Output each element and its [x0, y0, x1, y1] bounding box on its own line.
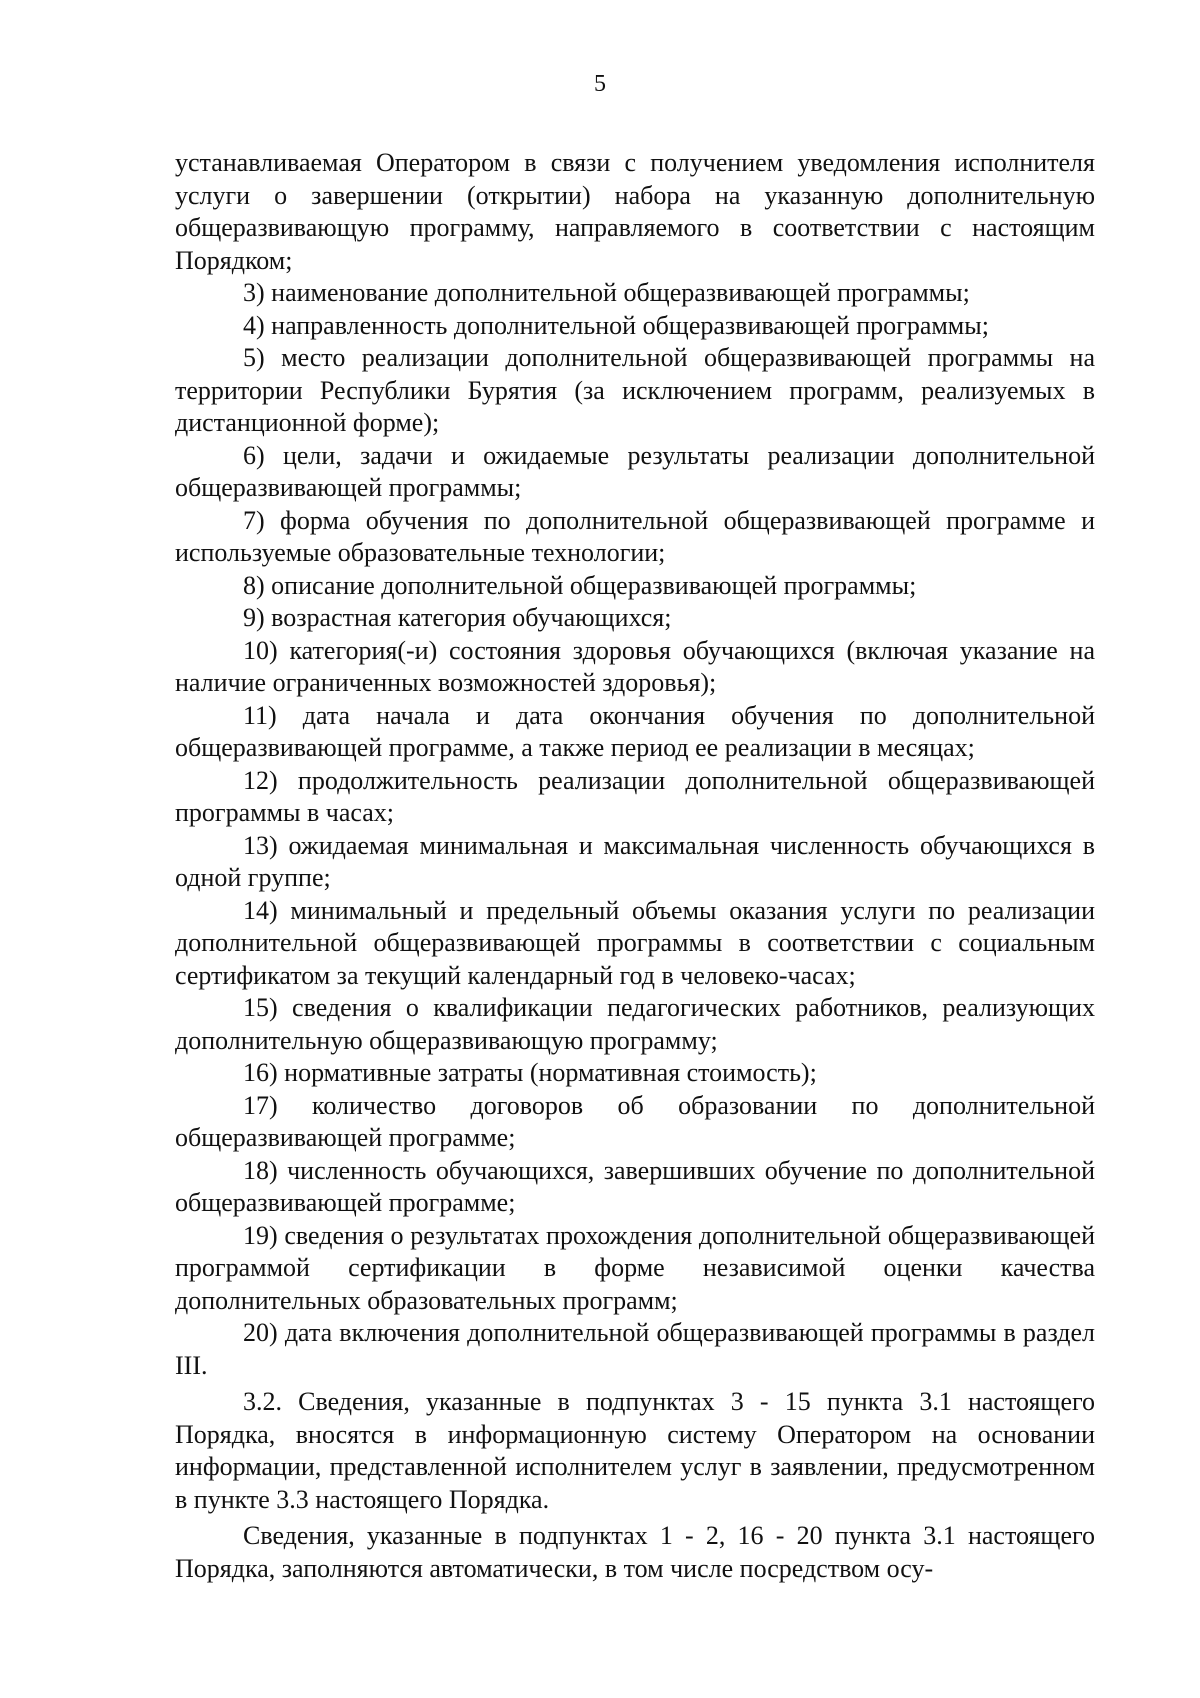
page-number: 5: [594, 71, 606, 97]
list-item-13: 13) ожидаемая минимальная и максимальная численность обучающихся в одной группе;: [175, 830, 1095, 892]
list-item-19: 19) сведения о результатах прохождения дополнительной общеразвивающей программой сертификации в форме независимой оценки качества дополнительных образовательных программ;: [175, 1220, 1095, 1315]
list-item-9: 9) возрастная категория обучающихся;: [243, 603, 672, 632]
list-item-17: 17) количество договоров об образовании по дополнительной общеразвивающей программе;: [175, 1090, 1095, 1152]
section-3-2: 3.2. Сведения, указанные в подпунктах 3 - 15 пункта 3.1 настоящего Порядка, вносятся в информационную систему Оператором на основании информации, представленной исполнителем услуг в заявлении, предусмотренном в пункте 3.3 настоящего Порядка.: [175, 1387, 1095, 1514]
list-item-14: 14) минимальный и предельный объемы оказания услуги по реализации дополнительной общеразвивающей программы в соответствии с социальным сертификатом за текущий календарный год в человеко-часах;: [175, 895, 1095, 990]
list-item-20: 20) дата включения дополнительной общеразвивающей программы в раздел III.: [175, 1318, 1095, 1380]
list-item-18: 18) численность обучающихся, завершивших обучение по дополнительной общеразвивающей программе;: [175, 1155, 1095, 1217]
list-item-12: 12) продолжительность реализации дополнительной общеразвивающей программы в часах;: [175, 765, 1095, 827]
list-item-3: 3) наименование дополнительной общеразвивающей программы;: [243, 278, 970, 307]
section-3-2-continuation: Сведения, указанные в подпунктах 1 - 2, 16 - 20 пункта 3.1 настоящего Порядка, заполняются автоматически, в том числе посредством осу-: [175, 1521, 1095, 1583]
list-item-8: 8) описание дополнительной общеразвивающей программы;: [243, 570, 917, 600]
list-item-15: 15) сведения о квалификации педагогических работников, реализующих дополнительную общеразвивающую программу;: [175, 993, 1095, 1055]
document-body: [175, 147, 1095, 1585]
paragraph-continuation: устанавливаемая Оператором в связи с получением уведомления исполнителя услуги о завершении (открытии) набора на указанную дополнительную общеразвивающую программу, направляемого в соответствии с настоящим Порядком;: [175, 148, 1095, 275]
list-item-11: 11) дата начала и дата окончания обучения по дополнительной общеразвивающей программе, а также период ее реализации в месяцах;: [175, 700, 1095, 762]
list-item-10: 10) категория(-и) состояния здоровья обучающихся (включая указание на наличие ограниченных возможностей здоровья);: [175, 635, 1095, 697]
list-item-4: 4) направленность дополнительной общеразвивающей программы;: [243, 310, 989, 340]
list-item-5: 5) место реализации дополнительной общеразвивающей программы на территории Республики Бурятия (за исключением программ, реализуемых в дистанционной форме);: [175, 343, 1095, 437]
list-item-6: 6) цели, задачи и ожидаемые результаты реализации дополнительной общеразвивающей программы;: [175, 440, 1095, 502]
list-item-16: 16) нормативные затраты (нормативная стоимость);: [243, 1058, 817, 1087]
list-item-7: 7) форма обучения по дополнительной общеразвивающей программе и используемые образовательные технологии;: [175, 505, 1095, 567]
